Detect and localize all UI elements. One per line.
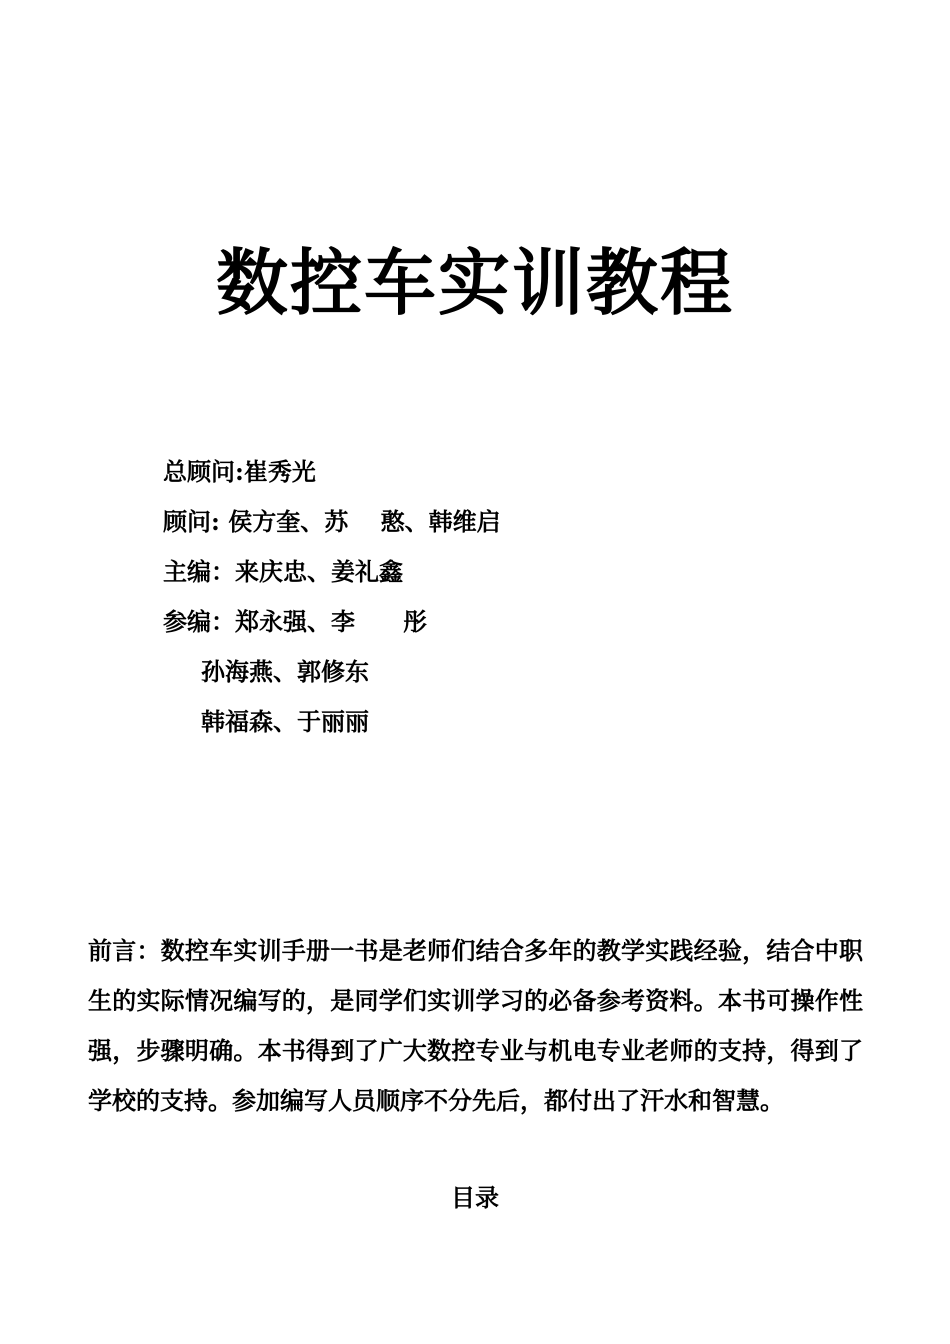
- credit-contributors: 参编：郑永强、李 彤: [163, 607, 427, 636]
- credit-contributors-continued: 孙海燕、郭修东: [201, 657, 369, 686]
- credit-contributors-continued: 韩福森、于丽丽: [201, 707, 369, 736]
- credit-advisors: 顾问: 侯方奎、苏 憨、韩维启: [163, 507, 501, 536]
- table-of-contents-heading: 目录: [451, 1183, 499, 1212]
- document-title: 数控车实训教程: [215, 240, 734, 325]
- credit-editors: 主编：来庆忠、姜礼鑫: [163, 557, 403, 586]
- preface-paragraph: 前言：数控车实训手册一书是老师们结合多年的教学实践经验，结合中职生的实际情况编写的，是同学们实训学习的必备参考资料。本书可操作性强，步骤明确。本书得到了广大数控专业与机电专业老师的支持，得到了学校的支持。参加编写人员顺序不分先后，都付出了汗水和智慧。: [88, 936, 863, 1115]
- credits-block: [163, 452, 783, 752]
- credit-chief-advisor: 总顾问:崔秀光: [163, 457, 316, 486]
